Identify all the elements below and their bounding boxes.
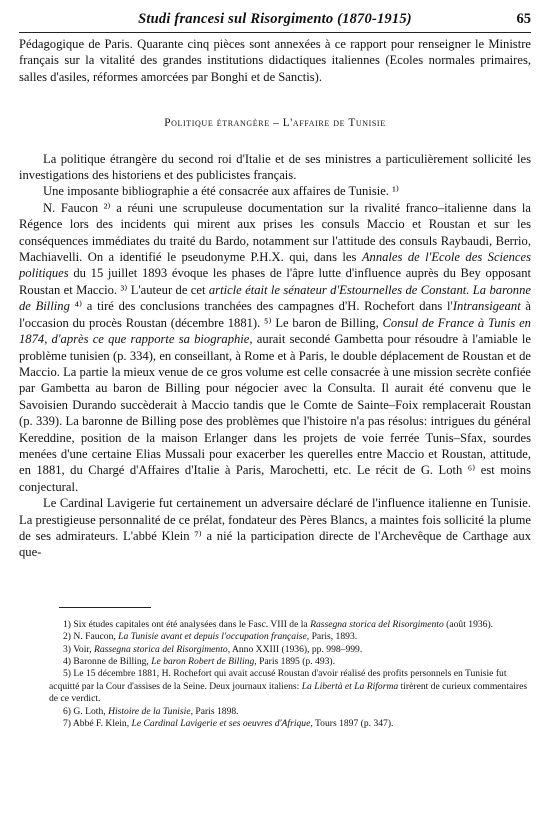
paragraph-2: Une imposante bibliographie a été consacrée aux affaires de Tunisie. ¹⁾ xyxy=(43,184,400,199)
paragraph-3-part-a: N. Faucon ²⁾ a réuni une scrupuleuse documentation sur la rivalité franco–italienne dans la Régence lors des incidents qui mirent aux prises les consuls Maccio et Roustan et sur les conséquences immédiates du traité du Bardo, notamment sur l'attitude des consuls Raybaudi, Berrio, Machiavelli. On a identifié le pseudonyme P.H.X. qui, dans les xyxy=(19,200,531,265)
footnote-italic: Le baron Robert de Billing xyxy=(151,656,255,667)
footnote-text: Le 15 décembre 1881, H. Rochefort qui avait accusé Roustan d'avoir réalisé des profits personnels en Tunisie fut acquitté par la Cour d'assises de la Seine. Deux journaux italiens: xyxy=(49,668,507,692)
section-heading: Politique étrangère – L'affaire de Tunisie xyxy=(164,117,386,130)
footnote-italic: Rassegna storica del Risorgimento xyxy=(310,618,444,630)
footnote-text: G. Loth, xyxy=(73,705,109,717)
footnote-text: , Paris 1895 (p. 493). xyxy=(254,656,336,667)
footnote-1 xyxy=(49,619,531,631)
footnote-divider xyxy=(59,607,151,608)
footnote-4 xyxy=(49,656,531,668)
footnote-italic: Histoire de la Tunisie xyxy=(108,705,191,717)
footnote-text: , Tours 1897 (p. 347). xyxy=(310,718,394,730)
page-number: 65 xyxy=(516,11,531,27)
paragraph-3 xyxy=(19,200,531,495)
footnote-number: 4) xyxy=(63,656,71,667)
footnote-5 xyxy=(49,668,531,705)
footnotes xyxy=(19,619,531,731)
footnote-italic: La Tunisie avant et depuis l'occupation française xyxy=(118,631,307,643)
running-header xyxy=(19,6,531,33)
body-text xyxy=(19,36,531,561)
footnote-text: tirèrent de curieux commentaires de ce verdict. xyxy=(49,680,528,705)
footnote-italic: Rassegna storica del Risorgimento xyxy=(94,643,228,655)
paragraph-3-italic-h: Consul de France à Tunis en 1874, d'après ce que rapporte sa biographie, xyxy=(19,315,531,347)
footnote-text: Baronne de Billing, xyxy=(73,656,152,667)
footnote-number: 7) xyxy=(63,718,71,730)
footnote-number: 5) xyxy=(63,668,71,680)
paragraph-3-italic-d: article était le sénateur d'Estournelles de Constant. La baronne de Billing xyxy=(19,282,531,314)
footnote-6 xyxy=(49,706,531,718)
footnote-number: 3) xyxy=(63,643,71,655)
footnote-italic: Le Cardinal Lavigerie et ses oeuvres d'Afrique xyxy=(131,718,311,730)
footnote-3 xyxy=(49,644,531,656)
footnote-number: 6) xyxy=(63,705,71,717)
footnote-text: Voir, xyxy=(73,643,94,655)
footnote-text: , Paris 1898. xyxy=(190,705,239,717)
footnote-italic: La Libertà et La Riforma xyxy=(301,680,399,692)
paragraph-1: La politique étrangère du second roi d'Italie et de ses ministres a particulièrement sollicité les investigations des historiens et des publicistes français. xyxy=(19,151,531,183)
footnote-text: , Paris, 1893. xyxy=(306,631,358,643)
journal-title-annales: Annales de l'Ecole des Sciences politiques xyxy=(19,250,531,281)
intro-paragraph: Pédagogique de Paris. Quarante cinq pièces sont annexées à ce rapport pour renseigner le Ministre français sur la vitalité des grandes institutions didactiques italiennes (Ecoles normales primaires, salles d'asiles, réformes amorcées par Bonghi et de Sanctis). xyxy=(19,37,531,84)
footnote-text: N. Faucon, xyxy=(73,631,119,643)
paragraph-3-part-c: du 15 juillet 1893 évoque les phases de l'âpre lutte d'influence auprès du Bey opposant Roustan et Maccio. ³⁾ L'auteur de cet xyxy=(19,266,531,297)
footnote-number: 2) xyxy=(63,631,71,643)
footnote-text: Abbé F. Klein, xyxy=(72,718,132,730)
paragraph-4: Le Cardinal Lavigerie fut certainement un adversaire déclaré de l'influence italienne en Tunisie. La prestigieuse personnalité de ce prélat, fondateur des Pères Blancs, a maintes fois sollicité la plume de ses admirateurs. L'abbé Klein ⁷⁾ a nié la participation directe de l'Archevêque de Carthage aux que- xyxy=(19,496,531,560)
footnote-7 xyxy=(49,718,531,730)
journal-title-intransigeant: Intransigeant xyxy=(452,299,521,314)
paragraph-3-part-i: aurait secondé Gambetta pour résoudre à l'amiable le problème tunisien (p. 334), en conseillant, à Rome et à Paris, le double déplacement de Roustan et de Maccio. La partie la mieux venue de ce gros volume est celle consacrée à une mission secrète confiée par Gambetta au baron de Billing pour négocier avec la Consulta. Il aurait été convenu que le Savoisien Durando succèderait à Maccio tandis que le Comte de Sainte–Foix remplacerait Roustan (p. 339). La baronne de Billing pose des problèmes que l'histoire n'a pas résolus: intrigues du général Kereddine, position de la maison Erlanger dans les projets de voie ferrée Tunis–Sfax, sourdes menées d'une certaine Elias Mussali pour exacerber les querelles entre Maccio et Roustan, attitude, en 1881, du Chargé d'Affaires d'Italie à Paris, Marochetti, etc. Le récit de G. Loth ⁶⁾ est moins conjectural. xyxy=(19,332,531,494)
footnote-number: 1) xyxy=(63,618,71,630)
footnote-2 xyxy=(49,631,531,643)
paragraph-3-part-e: ⁴⁾ a tiré des conclusions tranchées des campagnes d'H. Rochefort dans l' xyxy=(69,299,453,314)
footnote-text: (août 1936). xyxy=(443,618,494,630)
book-page xyxy=(19,6,531,730)
paragraph-3-part-g: à l'occasion du procès Roustan (décembre 1881). ⁵⁾ Le baron de Billing, xyxy=(19,299,532,330)
running-title: Studi francesi sul Risorgimento (1870-1915) xyxy=(138,11,412,27)
footnote-text: , Anno XXIII (1936), pp. 998–999. xyxy=(227,643,363,655)
footnote-text: Six études capitales ont été analysées dans le Fasc. VIII de la xyxy=(73,618,311,630)
